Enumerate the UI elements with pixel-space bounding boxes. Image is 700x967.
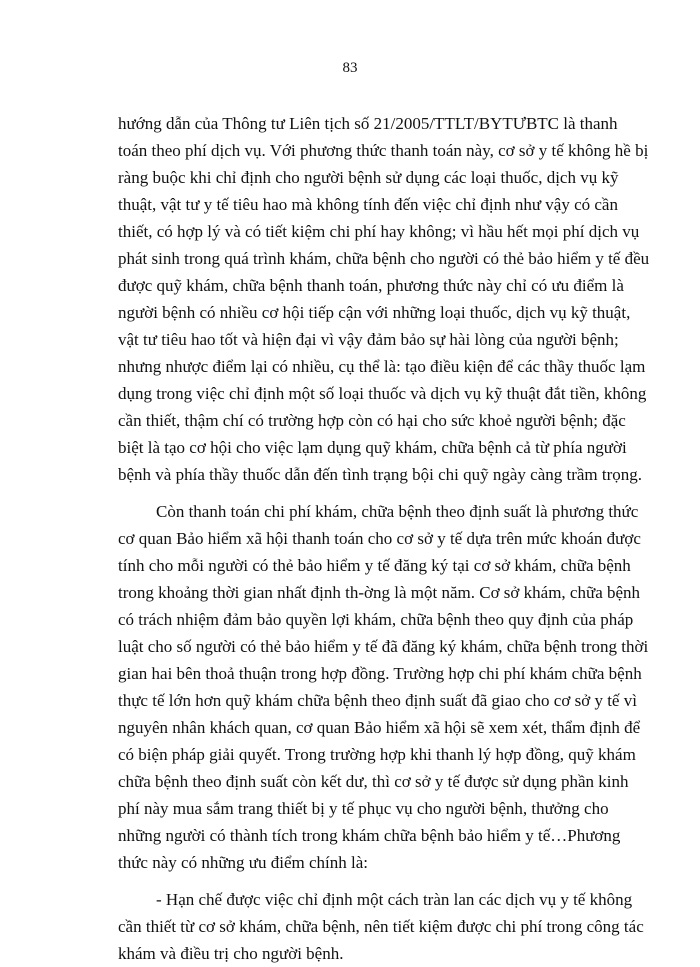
text-line: dụng trong việc chỉ định một số loại thuốc và dịch vụ kỹ thuật đắt tiền, không bbox=[118, 384, 647, 403]
text-line: gian hai bên thoả thuận trong hợp đồng. Trường hợp chi phí khám chữa bệnh bbox=[118, 664, 642, 683]
text-line: nguyên nhân khách quan, cơ quan Bảo hiểm xã hội sẽ xem xét, thẩm định để bbox=[118, 718, 641, 737]
text-line: ràng buộc khi chỉ định cho người bệnh sử dụng các loại thuốc, dịch vụ kỹ bbox=[118, 168, 619, 187]
text-line: cơ quan Bảo hiểm xã hội thanh toán cho cơ sở y tế dựa trên mức khoán được bbox=[118, 529, 641, 548]
text-line: hướng dẫn của Thông tư Liên tịch số 21/2005/TTLT/BYTƯBTC là thanh bbox=[118, 114, 618, 133]
text-line: - Hạn chế được việc chỉ định một cách tràn lan các dịch vụ y tế không bbox=[156, 890, 633, 909]
text-line: tính cho mỗi người có thẻ bảo hiểm y tế đăng ký tại cơ sở khám, chữa bệnh bbox=[118, 556, 631, 575]
text-line: người bệnh có nhiều cơ hội tiếp cận với những loại thuốc, dịch vụ kỹ thuật, bbox=[118, 303, 631, 322]
paragraph-capitation-payment bbox=[118, 498, 649, 876]
text-line: thức này có những ưu điểm chính là: bbox=[118, 853, 369, 872]
text-line: có trách nhiệm đảm bảo quyền lợi khám, chữa bệnh theo quy định của pháp bbox=[118, 610, 634, 629]
text-line: những người có thành tích trong khám chữa bệnh bảo hiểm y tế…Phương bbox=[118, 826, 621, 845]
paragraph-advantage-list-item bbox=[118, 886, 644, 967]
text-line: được quỹ khám, chữa bệnh thanh toán, phương thức này chỉ có ưu điểm là bbox=[118, 276, 624, 295]
text-line: biệt là tạo cơ hội cho việc lạm dụng quỹ khám, chữa bệnh cả từ phía người bbox=[118, 438, 627, 457]
text-line: thực tế lớn hơn quỹ khám chữa bệnh theo định suất đã giao cho cơ sở y tế vì bbox=[118, 691, 637, 710]
text-line: khám và điều trị cho người bệnh. bbox=[118, 944, 344, 963]
text-line: thiết, có hợp lý và có tiết kiệm chi phí hay không; vì hầu hết mọi phí dịch vụ bbox=[118, 222, 640, 241]
paragraph-payment-by-service bbox=[118, 110, 650, 488]
text-line: cần thiết từ cơ sở khám, chữa bệnh, nên tiết kiệm được chi phí trong công tác bbox=[118, 917, 644, 936]
text-line: nhưng nhược điểm lại có nhiều, cụ thể là: tạo điều kiện để các thầy thuốc lạm bbox=[118, 357, 646, 376]
text-line: phí này mua sắm trang thiết bị y tế phục vụ cho người bệnh, thưởng cho bbox=[118, 799, 609, 818]
text-line: có biện pháp giải quyết. Trong trường hợp khi thanh lý hợp đồng, quỹ khám bbox=[118, 745, 636, 764]
text-line: cần thiết, thậm chí có trường hợp còn có hại cho sức khoẻ người bệnh; đặc bbox=[118, 411, 626, 430]
text-line: Còn thanh toán chi phí khám, chữa bệnh theo định suất là phương thức bbox=[156, 502, 639, 521]
text-line: thuật, vật tư y tế tiêu hao mà không tính đến việc chỉ định như vậy có cần bbox=[118, 195, 618, 214]
text-line: chữa bệnh theo định suất còn kết dư, thì cơ sở y tế được sử dụng phần kinh bbox=[118, 772, 629, 791]
text-line: luật cho số người có thẻ bảo hiểm y tế đã đăng ký khám, chữa bệnh trong thời bbox=[118, 637, 649, 656]
text-line: toán theo phí dịch vụ. Với phương thức thanh toán này, cơ sở y tế không hề bị bbox=[118, 141, 649, 160]
text-line: bệnh và phía thầy thuốc dẫn đến tình trạng bội chi quỹ ngày càng trầm trọng. bbox=[118, 465, 643, 484]
text-line: trong khoảng thời gian nhất định th-ờng là một năm. Cơ sở khám, chữa bệnh bbox=[118, 583, 641, 602]
text-line: phát sinh trong quá trình khám, chữa bệnh cho người có thẻ bảo hiểm y tế đều bbox=[118, 249, 650, 268]
page-number: 83 bbox=[342, 60, 358, 76]
text-line: vật tư tiêu hao tốt và hiện đại vì vậy đảm bảo sự hài lòng của người bệnh; bbox=[118, 330, 619, 349]
document-body bbox=[118, 110, 650, 967]
